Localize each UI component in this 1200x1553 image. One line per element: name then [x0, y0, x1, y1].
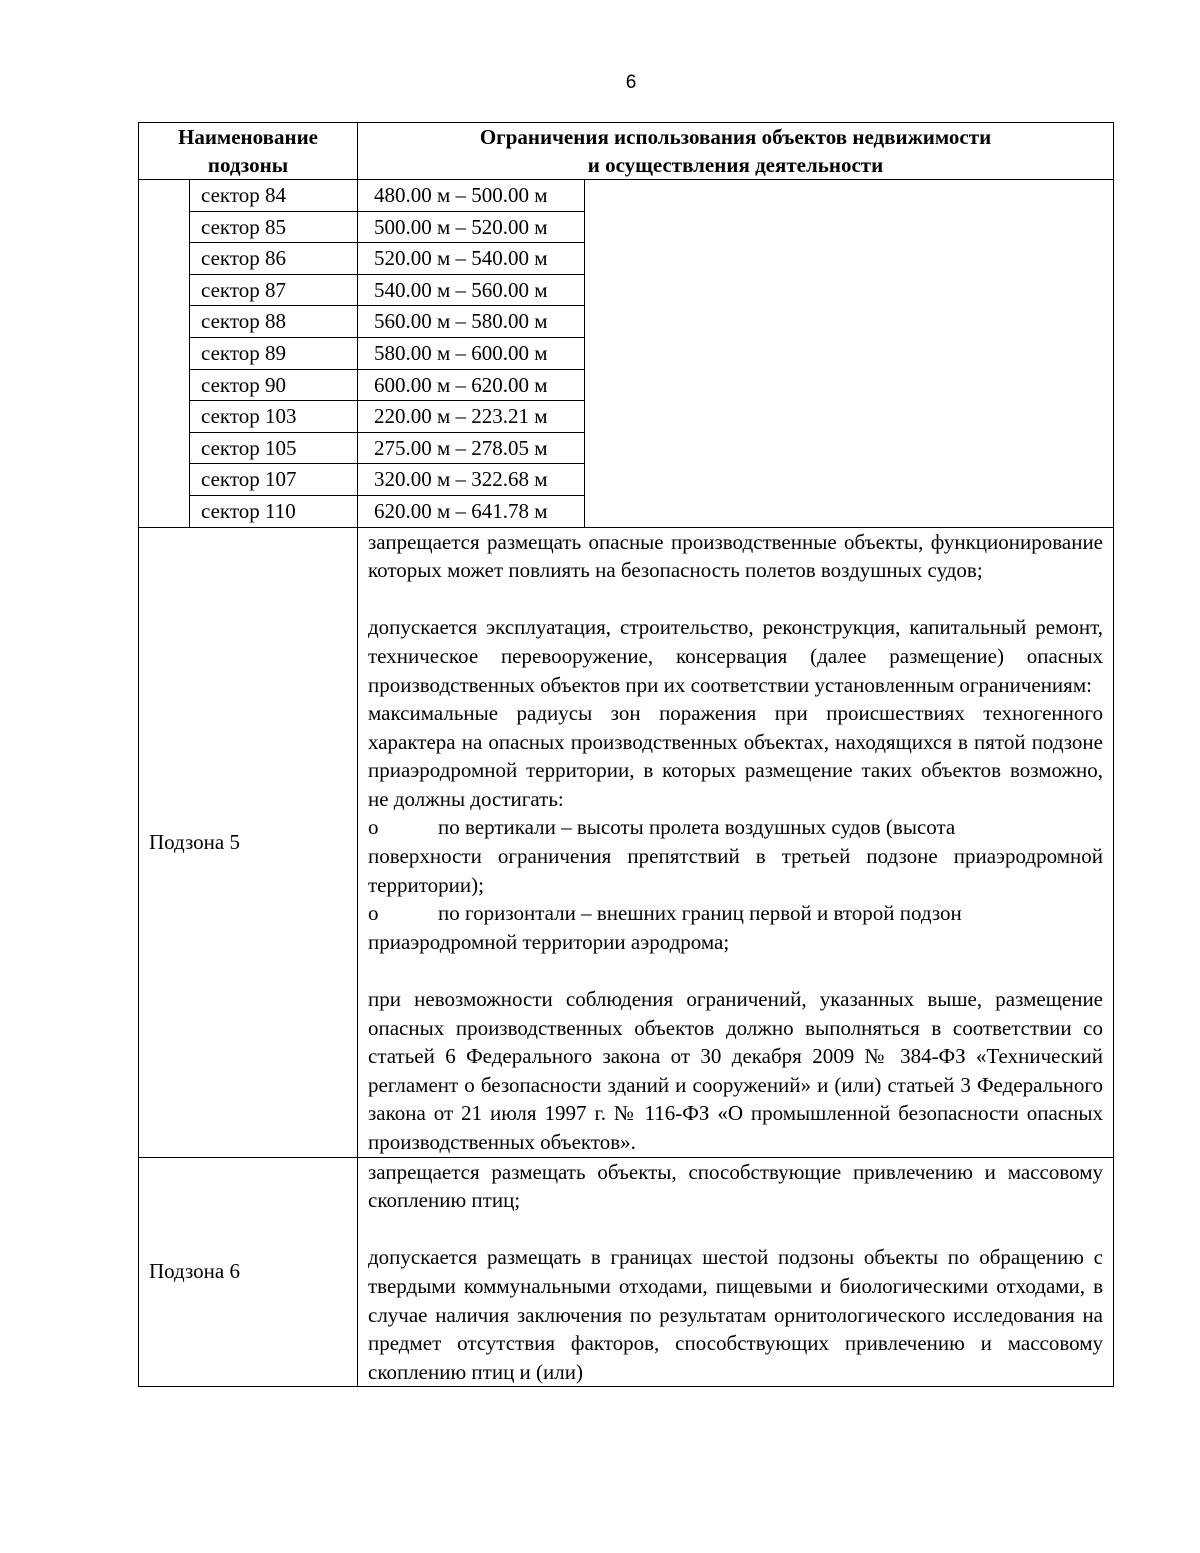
zone5-para-4: при невозможности соблюдения ограничений, указанных выше, размещение опасных производственных объектов должно выполняться в соответствии со статьей 6 Федерального закона от 30 декабря 2009 № 384-ФЗ «Технический регламент о безопасности зданий и сооружений» и (или) статьей 3 Федерального закона от 21 июля 1997 г. № 116-ФЗ «О промышленной безопасности опасных производственных объектов». — [368, 987, 1103, 1154]
page-number: 6 — [625, 72, 637, 93]
sector-name: сектор 105 — [190, 432, 358, 464]
sector-name: сектор 88 — [190, 306, 358, 338]
sector-name: сектор 85 — [190, 211, 358, 243]
zone5-content — [358, 527, 1114, 1157]
sector-name: сектор 86 — [190, 243, 358, 275]
header-restrictions-line2: и осуществления деятельности — [587, 153, 884, 177]
sector-range: 320.00 м – 322.68 м — [358, 464, 585, 496]
table-header-row — [139, 123, 1114, 180]
sector-range: 275.00 м – 278.05 м — [358, 432, 585, 464]
sector-range: 520.00 м – 540.00 м — [358, 243, 585, 275]
zone5-para-1: запрещается размещать опасные производственные объекты, функционирование которых может повлиять на безопасность полетов воздушных судов; — [368, 529, 1103, 583]
header-zone-name-line1: Наименование — [178, 125, 318, 149]
sector-name: сектор 110 — [190, 495, 358, 527]
zone6-content — [358, 1157, 1114, 1387]
sector-range: 560.00 м – 580.00 м — [358, 306, 585, 338]
bullet-mark: o — [368, 901, 379, 926]
header-zone-name-line2: подзоны — [207, 153, 289, 177]
sector-range: 500.00 м – 520.00 м — [358, 211, 585, 243]
zone5-para-3: максимальные радиусы зон поражения при происшествиях техногенного характера на опасных производственных объектах, находящихся в пятой подзоне приаэродромной территории, в которых размещение таких объектов возможно, не должны достигать: — [368, 701, 1103, 811]
zone5-bullet-2-continuation: приаэродромной территории аэродрома; — [368, 929, 730, 954]
sector-range: 480.00 м – 500.00 м — [358, 180, 585, 212]
bullet-text-first-line: по вертикали – высоты пролета воздушных судов (высота — [438, 815, 956, 840]
sector-name: сектор 103 — [190, 401, 358, 433]
zone6-para-1: запрещается размещать объекты, способствующие привлечению и массовому скоплению птиц; — [368, 1159, 1103, 1213]
zone6-name: Подзона 6 — [139, 1157, 358, 1387]
bullet-mark: o — [368, 815, 379, 840]
sector-name: сектор 107 — [190, 464, 358, 496]
sector-range: 220.00 м – 223.21 м — [358, 401, 585, 433]
sector-range: 580.00 м – 600.00 м — [358, 337, 585, 369]
indent-cell — [139, 180, 190, 528]
sector-range: 540.00 м – 560.00 м — [358, 274, 585, 306]
table-row — [139, 180, 1114, 212]
header-zone-name — [139, 123, 358, 180]
bullet-text-first-line: по горизонтали – внешних границ первой и второй подзон — [438, 901, 962, 926]
sector-name: сектор 87 — [190, 274, 358, 306]
header-restrictions — [358, 123, 1114, 180]
zone5-para-2: допускается эксплуатация, строительство, реконструкция, капитальный ремонт, техническое перевооружение, консервация (далее размещение) опасных производственных объектов при их соответствии установленным ограничениям: — [368, 615, 1103, 697]
sector-range: 620.00 м – 641.78 м — [358, 495, 585, 527]
sector-name: сектор 89 — [190, 337, 358, 369]
header-restrictions-line1: Ограничения использования объектов недвижимости — [479, 125, 992, 149]
empty-cell — [585, 180, 1114, 528]
zone5-bullet-2 — [368, 899, 1103, 928]
sector-name: сектор 84 — [190, 180, 358, 212]
zone6-row — [139, 1157, 1114, 1387]
zone5-bullet-1 — [368, 813, 1103, 842]
sector-range: 600.00 м – 620.00 м — [358, 369, 585, 401]
sector-name: сектор 90 — [190, 369, 358, 401]
zone5-bullet-1-continuation: поверхности ограничения препятствий в третьей подзоне приаэродромной территории); — [368, 844, 1103, 897]
restrictions-table — [138, 122, 1114, 1387]
zone5-name: Подзона 5 — [139, 527, 358, 1157]
zone6-para-2: допускается размещать в границах шестой подзоны объекты по обращению с твердыми коммунальными отходами, пищевыми и биологическими отходами, в случае наличия заключения по результатам орнитологического исследования на предмет отсутствия факторов, способствующих привлечению и массовому скоплению птиц и (или) — [368, 1245, 1103, 1384]
zone5-row — [139, 527, 1114, 1157]
